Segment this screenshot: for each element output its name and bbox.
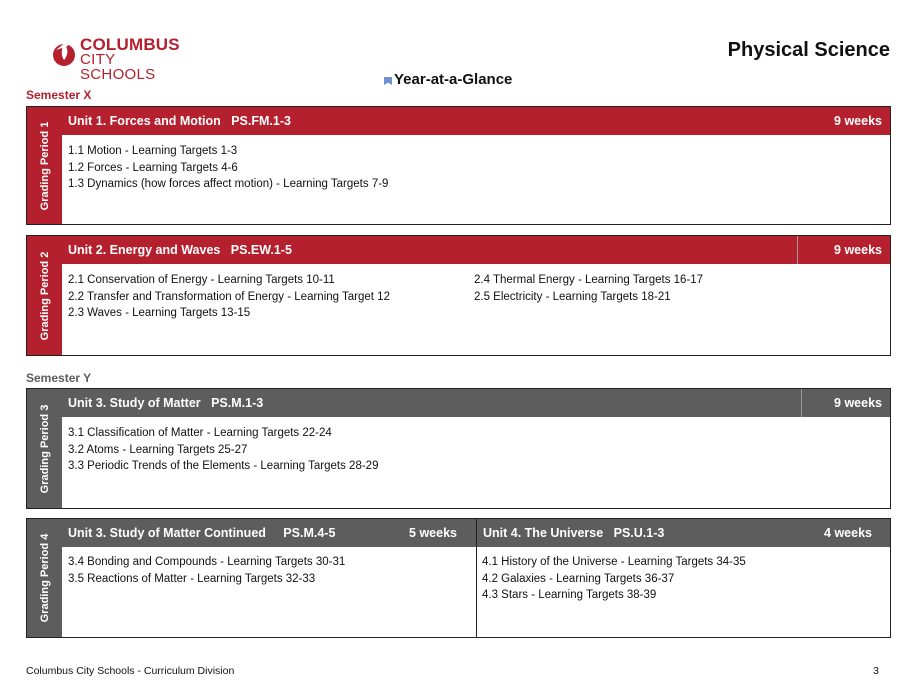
unit-3-weeks: 9 weeks: [834, 396, 882, 410]
unit-3-title: [68, 389, 263, 417]
unit-3-continued-code: PS.M.4-5: [283, 526, 336, 540]
unit-2-title: [68, 236, 292, 264]
list-item: 2.1 Conservation of Energy - Learning Targets 10-11: [68, 274, 335, 286]
unit-4-title: [483, 519, 664, 547]
grading-period-4-sidebar: [27, 519, 62, 637]
list-item: 2.2 Transfer and Transformation of Energy - Learning Target 12: [68, 290, 390, 303]
unit-4-topics: [482, 554, 746, 604]
bookmark-icon: [384, 77, 392, 85]
unit-2-topics-left: [68, 272, 390, 322]
grading-period-3-sidebar: [27, 389, 62, 508]
unit-3-continued-header: [62, 519, 476, 547]
grading-period-3-label: Grading Period 3: [38, 404, 51, 493]
list-item: 3.3 Periodic Trends of the Elements - Learning Targets 28-29: [68, 460, 379, 472]
page-title: Physical Science: [727, 39, 890, 61]
list-item: 1.3 Dynamics (how forces affect motion) - Learning Targets 7-9: [68, 178, 389, 190]
unit-2-topics-right: [474, 272, 703, 305]
column-divider: [476, 547, 477, 637]
grading-period-1-sidebar: [27, 107, 62, 224]
unit-1-weeks: 9 weeks: [834, 114, 882, 128]
list-item: 3.1 Classification of Matter - Learning Targets 22-24: [68, 427, 332, 439]
unit-2-code: PS.EW.1-5: [230, 243, 292, 257]
unit-3-continued-title: [68, 519, 335, 547]
list-item: 2.3 Waves - Learning Targets 13-15: [68, 307, 251, 319]
grading-period-1-label: Grading Period 1: [38, 121, 51, 210]
list-item: 2.5 Electricity - Learning Targets 18-21: [474, 290, 671, 303]
unit-3-continued-topics: [68, 554, 345, 587]
unit-3-header: [62, 389, 890, 417]
grading-period-1-block: [26, 106, 891, 225]
unit-4-header: [476, 519, 890, 547]
grading-period-3-block: [26, 388, 891, 509]
header-divider: [797, 236, 798, 264]
footer-text: Columbus City Schools - Curriculum Division: [26, 665, 235, 677]
unit-3-continued-weeks: 5 weeks: [409, 526, 457, 540]
header-divider: [801, 389, 802, 417]
grading-period-4-label: Grading Period 4: [38, 533, 51, 623]
unit-4-weeks: 4 weeks: [824, 526, 872, 540]
list-item: 2.4 Thermal Energy - Learning Targets 16-17: [474, 274, 704, 286]
unit-1-header: [62, 107, 890, 135]
unit-2-weeks: 9 weeks: [834, 243, 882, 257]
list-item: 1.1 Motion - Learning Targets 1-3: [68, 145, 238, 157]
grading-period-2-block: [26, 235, 891, 356]
list-item: 4.1 History of the Universe - Learning Targets 34-35: [482, 556, 746, 568]
unit-1-code: PS.FM.1-3: [231, 114, 291, 128]
unit-2-header: [62, 236, 890, 264]
list-item: 4.2 Galaxies - Learning Targets 36-37: [482, 572, 675, 585]
semester-x-label: Semester X: [26, 88, 92, 102]
page-subtitle: [384, 71, 512, 88]
list-item: 3.4 Bonding and Compounds - Learning Targets 30-31: [68, 556, 346, 568]
grading-period-2-label: Grading Period 2: [38, 251, 51, 340]
list-item: 3.5 Reactions of Matter - Learning Targets 32-33: [68, 572, 316, 585]
subtitle-text: Year-at-a-Glance: [394, 71, 513, 88]
unit-1-name: Unit 1. Forces and Motion: [68, 114, 221, 128]
unit-4-name: Unit 4. The Universe: [483, 526, 604, 540]
logo-line-1: COLUMBUS: [80, 35, 180, 54]
logo-line-2: CITY SCHOOLS: [80, 51, 156, 83]
unit-3-code: PS.M.1-3: [211, 396, 264, 410]
unit-3-topics: [68, 425, 378, 475]
unit-2-name: Unit 2. Energy and Waves: [68, 243, 221, 257]
grading-period-2-sidebar: [27, 236, 62, 355]
list-item: 1.2 Forces - Learning Targets 4-6: [68, 161, 238, 174]
list-item: 4.3 Stars - Learning Targets 38-39: [482, 589, 657, 601]
unit-1-title: [68, 107, 291, 135]
unit-1-topics: [68, 143, 388, 193]
unit-3-continued-name: Unit 3. Study of Matter Continued: [68, 526, 266, 540]
unit-4-code: PS.U.1-3: [613, 526, 665, 540]
semester-y-label: Semester Y: [26, 371, 92, 385]
grading-period-4-block: [26, 518, 891, 638]
page-number: 3: [873, 665, 879, 677]
columbus-logo-icon: [52, 38, 78, 68]
list-item: 3.2 Atoms - Learning Targets 25-27: [68, 443, 248, 456]
unit-3-name: Unit 3. Study of Matter: [68, 396, 201, 410]
